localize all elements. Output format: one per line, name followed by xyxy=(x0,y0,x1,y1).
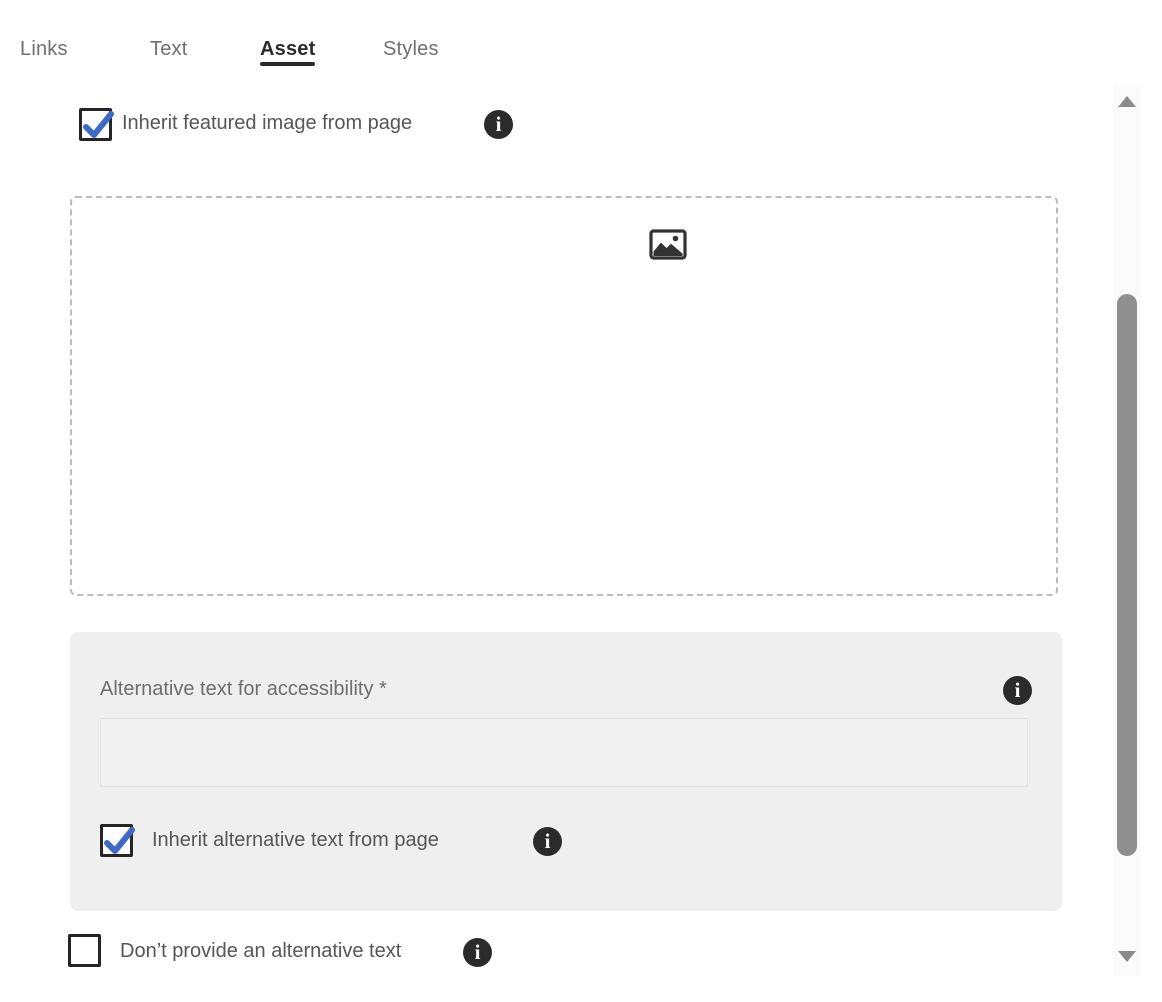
alt-text-input[interactable] xyxy=(100,718,1028,787)
checkmark-icon xyxy=(101,822,137,858)
featured-image-dropzone[interactable] xyxy=(70,196,1058,596)
inherit-featured-image-checkbox[interactable] xyxy=(79,108,112,141)
inherit-alt-text-label: Inherit alternative text from page xyxy=(152,829,439,851)
alt-text-group-panel xyxy=(70,632,1062,911)
alt-text-field-label: Alternative text for accessibility * xyxy=(100,678,387,700)
image-placeholder-icon xyxy=(649,229,687,260)
info-icon[interactable] xyxy=(484,110,513,139)
active-tab-underline xyxy=(260,62,315,66)
no-alt-text-checkbox[interactable] xyxy=(68,934,101,967)
scrollbar-thumb[interactable] xyxy=(1117,294,1137,856)
tab-text[interactable]: Text xyxy=(150,38,188,60)
info-icon-glyph: i xyxy=(474,940,481,964)
info-icon-glyph: i xyxy=(495,112,502,136)
info-icon[interactable] xyxy=(1003,676,1032,705)
tab-styles[interactable]: Styles xyxy=(383,38,439,60)
scroll-up-arrow-icon[interactable] xyxy=(1118,96,1136,107)
tab-asset[interactable]: Asset xyxy=(260,38,316,60)
vertical-scrollbar[interactable] xyxy=(1113,84,1141,976)
info-icon-glyph: i xyxy=(1014,678,1021,702)
inherit-alt-text-checkbox[interactable] xyxy=(100,824,133,857)
tab-links[interactable]: Links xyxy=(20,38,68,60)
checkmark-icon xyxy=(80,106,116,142)
info-icon[interactable] xyxy=(533,827,562,856)
inherit-featured-image-label: Inherit featured image from page xyxy=(122,112,413,134)
scroll-down-arrow-icon[interactable] xyxy=(1118,951,1136,962)
info-icon-glyph: i xyxy=(544,829,551,853)
no-alt-text-label: Don’t provide an alternative text xyxy=(120,940,402,962)
info-icon[interactable] xyxy=(463,938,492,967)
